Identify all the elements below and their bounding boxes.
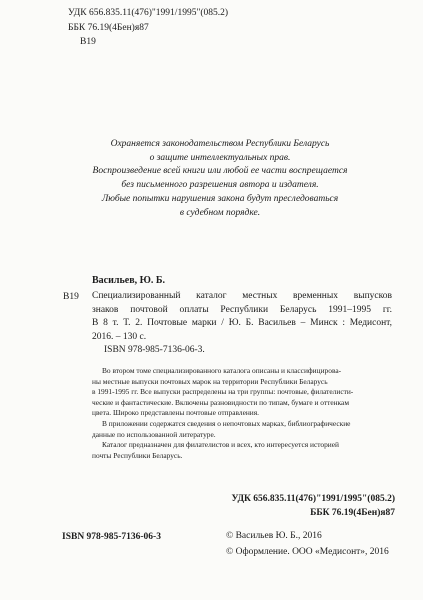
- bibliographic-description: [92, 290, 392, 358]
- abstract-line: Во втором томе специализированного каталога описаны и классифицирова-: [102, 366, 342, 375]
- description-line: Специализированный каталог местных временных выпусков: [92, 291, 392, 301]
- description-line: знаков почтовой оплаты Республики Беларусь 1991–1995 гг.: [92, 304, 392, 315]
- description-line: В 8 т. Т. 2. Почтовые марки / Ю. Б. Васильев – Минск : Медисонт,: [92, 318, 392, 328]
- copyright-lines: [226, 528, 389, 560]
- abstract: [92, 366, 392, 461]
- abstract-line: В приложении содержатся сведения о непочтовых марках, библиографические: [102, 418, 351, 428]
- copyright-design: © Оформление. ООО «Медисонт», 2016: [226, 547, 389, 557]
- udk-code: УДК 656.835.11(476)"1991/1995"(085.2): [231, 494, 395, 504]
- bbk-code: ББК 76.19(4Бен)я87: [310, 508, 395, 518]
- abstract-line: цвета. Широко представлены почтовые отправления.: [92, 408, 260, 418]
- description-line: 2016. – 130 с.: [92, 331, 147, 342]
- copyright-notice: [90, 138, 350, 220]
- copyright-author: © Васильев Ю. Б., 2016: [226, 531, 322, 541]
- abstract-paragraph: [92, 419, 392, 440]
- bbk-code: ББК 76.19(4Бен)я87: [68, 22, 149, 33]
- author-heading: Васильев, Ю. Б.: [92, 275, 165, 286]
- abstract-line: Каталог предназначен для филателистов и всех, кто интересуется историей: [102, 440, 339, 450]
- abstract-line: почты Республики Беларусь.: [92, 450, 183, 460]
- abstract-line: данные по использованной литературе.: [92, 429, 216, 439]
- isbn: ISBN 978-985-7136-06-3: [62, 532, 161, 542]
- bottom-classification-codes: [231, 492, 395, 520]
- author-sign-code: В19: [80, 37, 96, 47]
- abstract-paragraph: [92, 440, 392, 461]
- abstract-line: ческие и фантастические. Включены разновидности по типам, бумаге и оттенкам: [92, 397, 349, 407]
- abstract-line: в 1991-1995 гг. Все выпуски распределены на три группы: почтовые, филателисти-: [92, 387, 354, 397]
- notice-line: Воспроизведение всей книги или любой ее части воспрещается: [92, 166, 348, 177]
- notice-line: Охраняется законодательством Республики Беларусь: [110, 139, 330, 149]
- top-classification-codes: [68, 6, 228, 50]
- notice-line: в судебном порядке.: [179, 207, 261, 218]
- udk-code: УДК 656.835.11(476)"1991/1995"(085.2): [68, 8, 229, 18]
- notice-line: без письменного разрешения автора и издателя.: [121, 180, 319, 191]
- isbn-line: ISBN 978-985-7136-06-3.: [104, 345, 205, 355]
- notice-line: о защите интеллектуальных прав.: [149, 152, 291, 163]
- abstract-paragraph: [92, 366, 392, 419]
- catalog-card-code: В19: [63, 292, 79, 302]
- notice-line: Любые попытки нарушения закона будут преследоваться: [101, 193, 339, 204]
- abstract-line: ны местные выпуски почтовых марок на территории Республики Беларусь: [92, 376, 328, 386]
